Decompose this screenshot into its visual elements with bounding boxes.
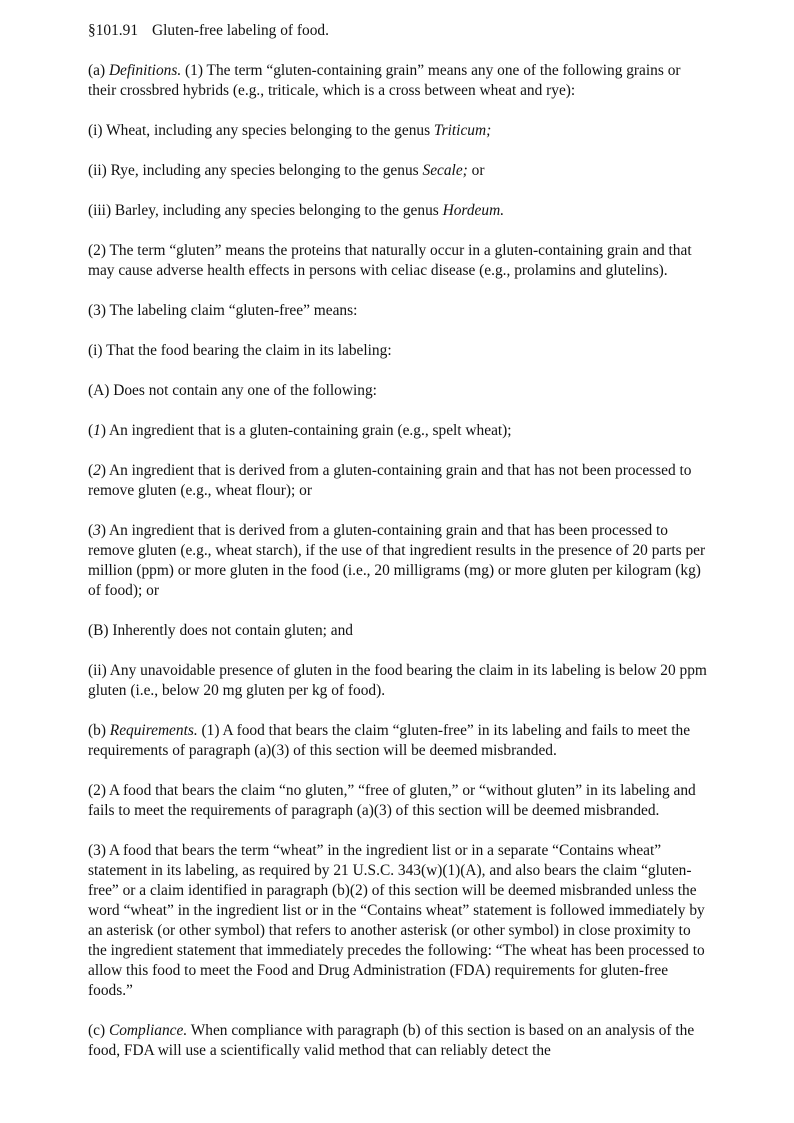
paragraph-a2: (2) The term “gluten” means the proteins that naturally occur in a gluten-containing grain and that may cause adverse health effects in persons with celiac disease (e.g., prolamins and glutelins). (88, 242, 692, 279)
paragraph-label: (a) (88, 62, 109, 79)
paragraph-a3-i: (i) That the food bearing the claim in its labeling: (88, 342, 392, 359)
item-number: 1 (93, 422, 101, 439)
item-number: 3 (93, 522, 101, 539)
paragraph-text: or (467, 162, 485, 179)
paragraph-label: (c) (88, 1022, 109, 1039)
paragraph-text: ) An ingredient that is derived from a gluten-containing grain and that has not been processed to remove gluten (e.g., wheat flour); or (88, 462, 692, 499)
paragraph-text: (i) Wheat, including any species belonging to the genus (88, 122, 434, 139)
paragraph-a3-ii: (ii) Any unavoidable presence of gluten in the food bearing the claim in its labeling is below 20 ppm gluten (i.e., below 20 mg gluten per kg of food). (88, 662, 707, 699)
paragraph-text: (iii) Barley, including any species belonging to the genus (88, 202, 443, 219)
paragraph-label: (b) (88, 722, 110, 739)
paragraph-b1 (88, 721, 708, 761)
paragraph-a3-i-A-1: (1) An ingredient that is a gluten-containing grain (e.g., spelt wheat); (88, 422, 512, 439)
genus-name: Secale; (422, 162, 468, 179)
requirements-heading: Requirements. (109, 722, 198, 739)
section-title (88, 21, 708, 41)
paragraph-text: When compliance with paragraph (b) of this section is based on an analysis of the food, FDA will use a scientifically valid method that can reliably detect the (88, 1022, 695, 1059)
paragraph-text: (1) The term “gluten-containing grain” means any one of the following grains or their crossbred hybrids (e.g., triticale, which is a cross between wheat and rye): (88, 62, 681, 99)
paragraph-a1-ii (88, 161, 708, 181)
genus-name: Triticum; (433, 122, 492, 139)
section-heading: Gluten-free labeling of food. (152, 22, 329, 39)
paragraph-a3-i-A-3: (3) An ingredient that is derived from a gluten-containing grain and that has been processed to remove gluten (e.g., wheat starch), if the use of that ingredient results in the presence of 20 parts per million (ppm) or more gluten in the food (i.e., 20 milligrams (mg) or more gluten per kilogram (kg) of food); or (88, 522, 706, 599)
paragraph-text: ) An ingredient that is derived from a gluten-containing grain and that has been processed to remove gluten (e.g., wheat starch), if the use of that ingredient results in the presence of 20 parts per million (ppm) or more gluten in the food (i.e., 20 milligrams (mg) or more gluten per kilogram (kg) of food); or (88, 522, 706, 599)
paragraph-c (88, 1021, 708, 1061)
paragraph-a1 (88, 61, 708, 101)
paragraph-a3: (3) The labeling claim “gluten-free” means: (88, 302, 358, 319)
compliance-heading: Compliance. (108, 1022, 188, 1039)
document-page (88, 21, 708, 1081)
paragraph-text: (ii) Rye, including any species belonging to the genus (88, 162, 423, 179)
definitions-heading: Definitions. (108, 62, 182, 79)
paragraph-a3-i-B: (B) Inherently does not contain gluten; and (88, 622, 353, 639)
paragraph-a3-i-A-2: (2) An ingredient that is derived from a gluten-containing grain and that has not been processed to remove gluten (e.g., wheat flour); or (88, 462, 692, 499)
section-number: §101.91 (88, 22, 139, 39)
paragraph-text: ) An ingredient that is a gluten-containing grain (e.g., spelt wheat); (100, 422, 512, 439)
paragraph-a3-i-A: (A) Does not contain any one of the following: (88, 382, 377, 399)
paragraph-a1-i (88, 121, 708, 141)
genus-name: Hordeum. (442, 202, 505, 219)
paragraph-text: (1) A food that bears the claim “gluten-free” in its labeling and fails to meet the requirements of paragraph (a)(3) of this section will be deemed misbranded. (88, 722, 691, 759)
paragraph-a1-iii (88, 201, 708, 221)
item-number: 2 (93, 462, 101, 479)
paragraph-b2: (2) A food that bears the claim “no gluten,” “free of gluten,” or “without gluten” in its labeling and fails to meet the requirements of paragraph (a)(3) of this section will be deemed misbranded. (88, 782, 696, 819)
paragraph-b3: (3) A food that bears the term “wheat” in the ingredient list or in a separate “Contains wheat” statement in its labeling, as required by 21 U.S.C. 343(w)(1)(A), and also bears the claim “gluten-free” or a claim identified in paragraph (b)(2) of this section will be deemed misbranded unless the word “wheat” in the ingredient list or in the “Contains wheat” statement is followed immediately by an asterisk (or other symbol) that refers to another asterisk (or other symbol) in close proximity to the ingredient statement that immediately precedes the following: “The wheat has been processed to allow this food to meet the Food and Drug Administration (FDA) requirements for gluten-free foods.” (88, 842, 705, 999)
